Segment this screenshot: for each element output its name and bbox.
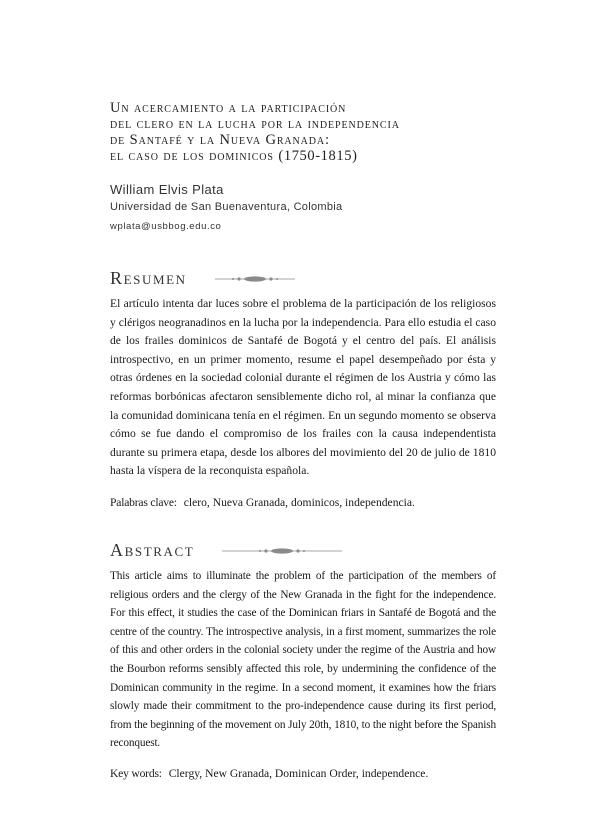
resumen-text: El artículo intenta dar luces sobre el problema de la participación de los religiosos y clérigos neogranadinos en la lucha por la independencia. Para ello estudia el caso de los frailes dominicos de Santafé de Bogotá y el centro del país. El análisis introspectivo, en un primer momento, resume el papel desempeñado por ésta y otras órdenes en la sociedad colonial durante el régimen de los Austria y cómo las reformas borbónicas afectaron sensiblemente dicho rol, al minar la confianza que la comunidad dominicana tenía en el régimen. En un segundo momento se observa cómo se fue dando el compromiso de los frailes con la causa independentista durante su primera etapa, desde los albores del movimiento del 20 de julio de 1810 hasta la víspera de la reconquista española. [110,297,496,478]
title-line: del clero en la lucha por la independencia [110,116,400,132]
title-line: Un acercamiento a la participación [110,100,347,116]
keywords-label: Palabras clave: [110,496,177,509]
title-line-text: el caso de los dominicos [110,148,274,164]
author-name: William Elvis Plata [110,182,224,197]
keywords-label: Key words: [110,767,162,780]
title-line: de Santafé y la Nueva Granada: [110,132,330,148]
resumen-heading-label: Resumen [110,268,187,288]
title-dates: (1750-1815) [278,148,358,164]
abstract-text: This article aims to illuminate the problem of the participation of the members of religious orders and the clergy of the New Granada in the fight for the independence. For this effect, it studies the case of the Dominican friars in Santafé de Bogotá and the centre of the country. The introspective analysis, in a first moment, summarizes the role of this and other orders in the colonial society under the regime of the Austria and how the Bourbon reforms sensibly affected this role, by undermining the confidence of the Dominican community in the regime. In a second moment, it examines how the friars slowly made their commitment to the pro-independence cause during its first period, from the beginning of the movement on July 20th, 1810, to the night before the Spanish reconquest. [110,570,496,750]
resumen-keywords [110,496,415,509]
abstract-heading-label: Abstract [110,540,195,560]
abstract-keywords [110,767,428,780]
author-block [110,181,224,199]
resumen-heading [110,268,295,289]
author-email: wplata@usbbog.edu.co [110,221,222,232]
article-title [110,100,510,164]
title-line-last [110,148,510,164]
keywords-values: Clergy, New Granada, Dominican Order, independence. [168,767,429,780]
abstract-heading [110,540,342,561]
divider-ornament-icon [215,270,295,288]
keywords-values: clero, Nueva Granada, dominicos, independencia. [183,496,415,509]
divider-ornament-icon [222,542,342,560]
author-affiliation: Universidad de San Buenaventura, Colombia [110,201,343,213]
